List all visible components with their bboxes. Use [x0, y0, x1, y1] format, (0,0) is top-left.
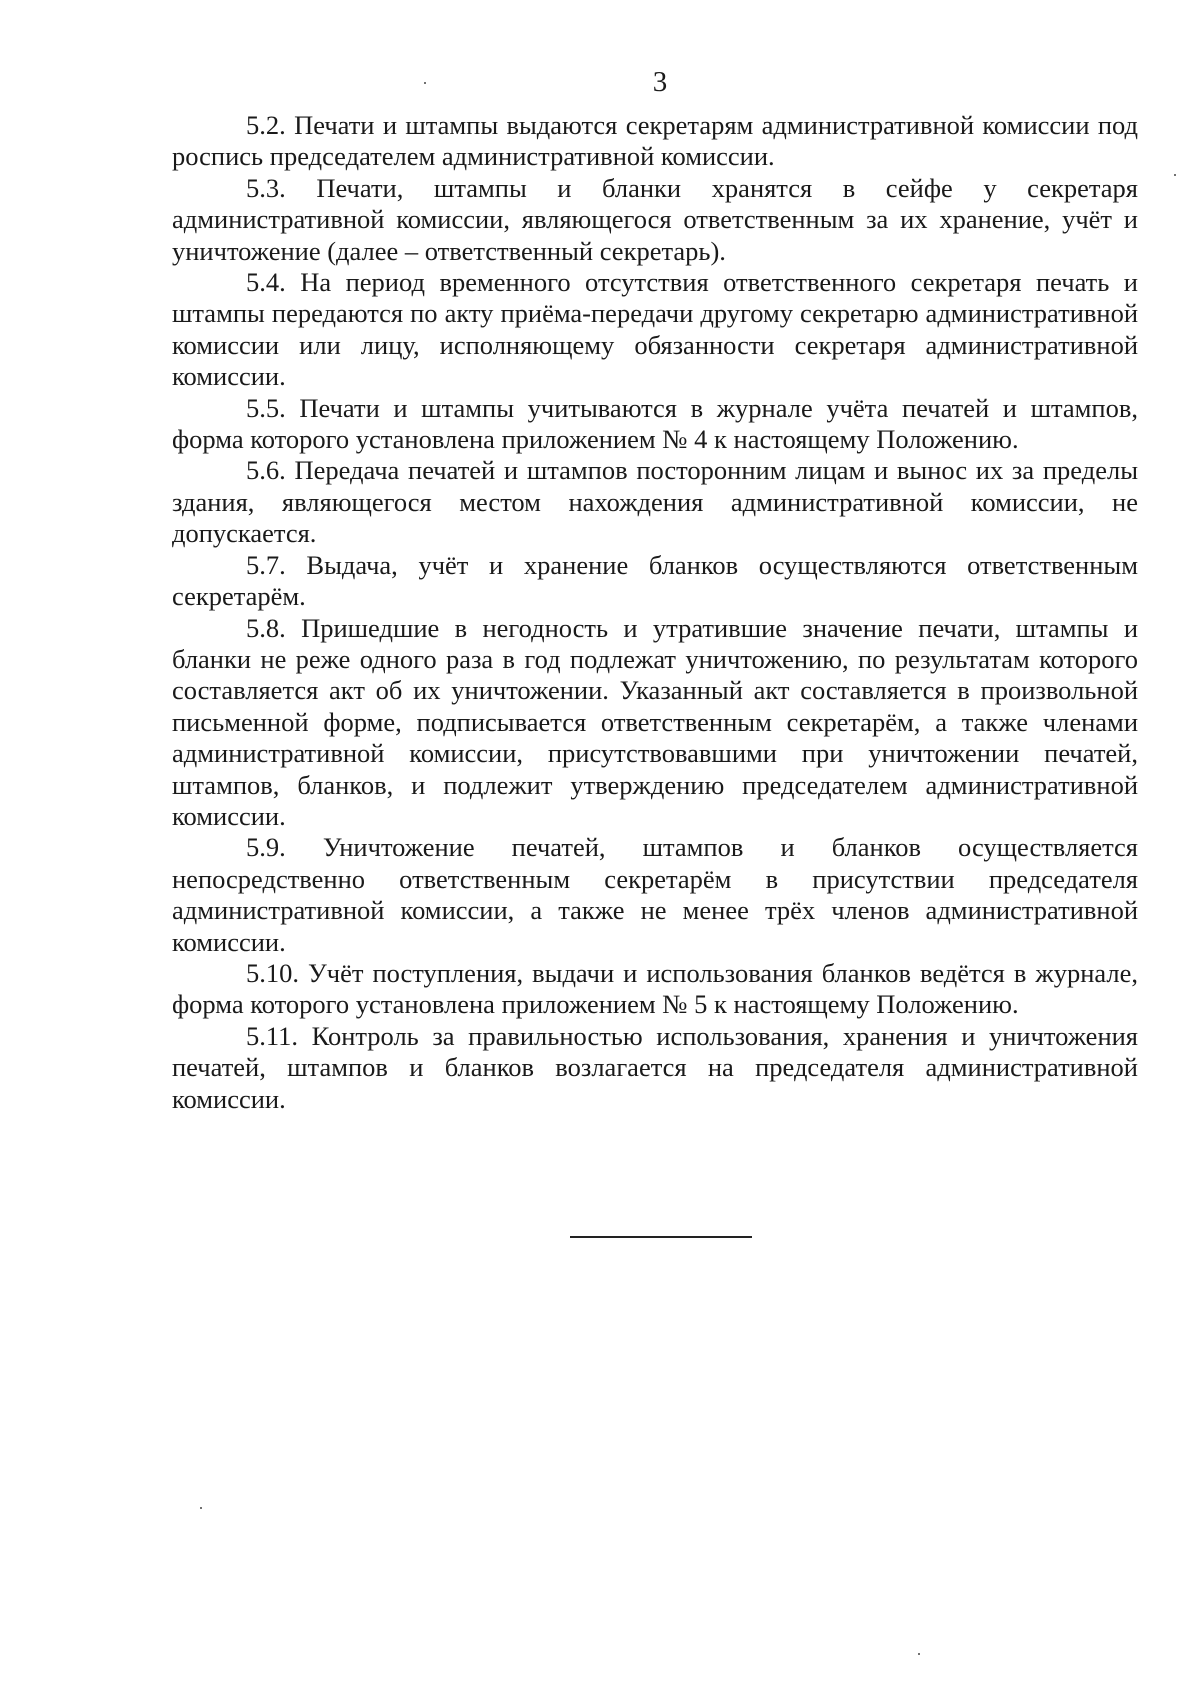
- scan-speck: [1174, 174, 1176, 176]
- paragraph-5-6: 5.6. Передача печатей и штампов посторонним лицам и вынос их за пределы здания, являющегося местом нахождения административной комиссии, не допускается.: [172, 455, 1138, 549]
- document-body: [172, 110, 1138, 1115]
- scan-speck: [918, 1653, 920, 1655]
- paragraph-5-11: 5.11. Контроль за правильностью использования, хранения и уничтожения печатей, штампов и бланков возлагается на председателя административной комиссии.: [172, 1020, 1138, 1114]
- scan-speck: [200, 1507, 202, 1509]
- paragraph-5-5: 5.5. Печати и штампы учитываются в журнале учёта печатей и штампов, форма которого установлена приложением № 4 к настоящему Положению.: [172, 392, 1138, 455]
- paragraph-5-10: 5.10. Учёт поступления, выдачи и использования бланков ведётся в журнале, форма которого установлена приложением № 5 к настоящему Положению.: [172, 957, 1138, 1020]
- paragraph-5-3: 5.3. Печати, штампы и бланки хранятся в сейфе у секретаря административной комиссии, являющегося ответственным за их хранение, учёт и уничтожение (далее – ответственный секретарь).: [172, 172, 1138, 266]
- paragraph-5-7: 5.7. Выдача, учёт и хранение бланков осуществляются ответственным секретарём.: [172, 549, 1138, 612]
- closing-divider-line: [570, 1236, 752, 1238]
- paragraph-5-2: 5.2. Печати и штампы выдаются секретарям административной комиссии под роспись председателем административной комиссии.: [172, 110, 1138, 172]
- page-number: 3: [652, 66, 668, 98]
- paragraph-5-4: 5.4. На период временного отсутствия ответственного секретаря печать и штампы передаются по акту приёма-передачи другому секретарю административной комиссии или лицу, исполняющему обязанности секретаря административной комиссии.: [172, 267, 1138, 392]
- scan-speck: [424, 82, 426, 84]
- paragraph-5-9: 5.9. Уничтожение печатей, штампов и бланков осуществляется непосредственно ответственным секретарём в присутствии председателя административной комиссии, а также не менее трёх членов административной комиссии.: [172, 832, 1138, 957]
- paragraph-5-8: 5.8. Пришедшие в негодность и утратившие значение печати, штампы и бланки не реже одного раза в год подлежат уничтожению, по результатам которого составляется акт об их уничтожении. Указанный акт составляется в произвольной письменной форме, подписывается ответственным секретарём, а также членами административной комиссии, присутствовавшими при уничтожении печатей, штампов, бланков, и подлежит утверждению председателем административной комиссии.: [172, 612, 1138, 831]
